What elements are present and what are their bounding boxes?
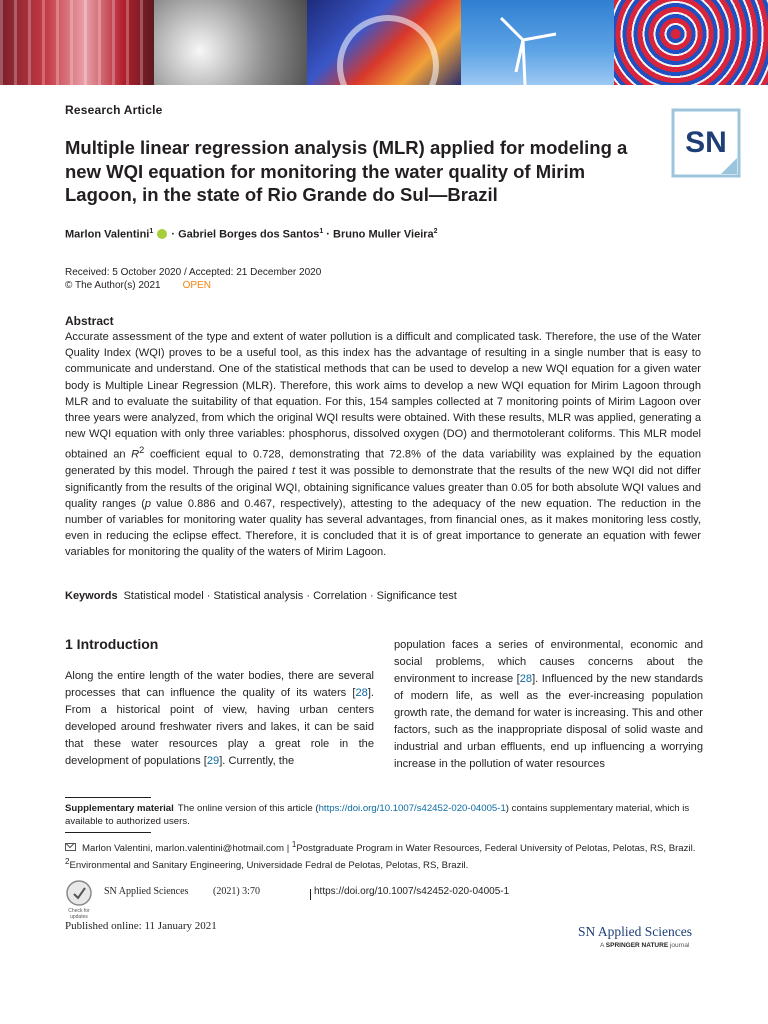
author-separator: · — [323, 228, 333, 241]
publisher-text: journal — [668, 942, 690, 949]
abstract-math: t — [292, 465, 296, 478]
footnote-text: Marlon Valentini, marlon.valentini@hotmail.com | — [82, 843, 292, 855]
banner-image-2 — [154, 0, 308, 85]
body-text: population faces a series of environmental, economic and social problems, which causes concerns about the environment to increase [ — [394, 639, 703, 685]
banner-image-3 — [307, 0, 461, 85]
abstract-math: p — [144, 497, 152, 510]
author-separator: · — [168, 228, 179, 241]
footnote-text: Environmental and Sanitary Engineering, Universidade Fedral de Pelotas, Pelotas, RS, Brazil. — [69, 860, 469, 872]
publisher-text: A — [600, 942, 606, 949]
section-heading: 1 Introduction — [65, 636, 159, 652]
footnote-text: Postgraduate Program in Water Resources, Federal University of Pelotas, Pelotas, RS, Brazil. — [296, 843, 696, 855]
supplementary-label: Supplementary material — [65, 803, 174, 814]
affiliation-mark: 2 — [65, 857, 70, 867]
footnote-text: The online version of this article ( — [177, 803, 319, 814]
affiliation-mark: 2 — [433, 228, 438, 235]
copyright: © The Author(s) 2021 — [65, 280, 161, 291]
article-type: Research Article — [65, 103, 163, 117]
body-text: ]. Currently, the — [219, 755, 295, 767]
keywords-text: Statistical model · Statistical analysis · Correlation · Significance test — [123, 590, 457, 602]
doi-link[interactable]: https://doi.org/10.1007/s42452-020-04005-1 — [314, 886, 510, 897]
banner-image-4 — [461, 0, 615, 85]
article-dates — [65, 266, 321, 292]
received-accepted: Received: 5 October 2020 / Accepted: 21 December 2020 — [65, 267, 322, 278]
footnote-text: ) contains supplementary material, which is available to authorized users. — [65, 803, 690, 827]
affiliation-mark: 1 — [319, 228, 324, 235]
supplementary-note — [65, 802, 705, 828]
citation-link[interactable]: 28 — [355, 687, 368, 699]
body-text: ]. From a historical point of view, having urban centers developed around freshwater rivers and lakes, it can be said that these water resources play a great role in the development of populations [ — [65, 687, 374, 767]
citation-link[interactable]: 28 — [519, 673, 533, 685]
keywords — [65, 590, 457, 602]
body-column-left — [65, 668, 374, 770]
sn-logo-text: SN — [685, 126, 727, 159]
publisher-name: NATURE — [639, 942, 669, 949]
header-banner — [0, 0, 768, 85]
author-list — [65, 228, 438, 241]
affiliation-mark: 1 — [291, 840, 297, 849]
check-for-updates-label[interactable]: Check for updates — [68, 908, 90, 920]
published-date: Published online: 11 January 2021 — [65, 920, 217, 932]
author-name[interactable]: Marlon Valentini — [65, 228, 150, 241]
banner-image-5 — [614, 0, 768, 85]
doi-divider — [310, 889, 311, 900]
abstract-math: R — [131, 449, 140, 462]
abstract-text: test it was possible to demonstrate that the results of the new WQI did not differ significantly from the results of the original WQI, obtaining significance values greater than 0.05 for both absolute WQI values and quality ranges ( — [65, 465, 701, 510]
journal-brand: SN Applied Sciences — [578, 924, 692, 939]
publisher-name: SPRINGER — [605, 942, 640, 949]
author-name[interactable]: Gabriel Borges dos Santos — [178, 228, 320, 241]
sn-logo — [671, 108, 741, 178]
abstract-heading: Abstract — [65, 314, 114, 328]
doi-link[interactable]: https://doi.org/10.1007/s42452-020-04005-1 — [318, 803, 506, 814]
footnote-divider — [65, 797, 151, 798]
abstract-math-sup: 2 — [139, 445, 145, 456]
banner-image-1 — [0, 0, 154, 85]
abstract-text: coefficient equal to 0.728, demonstrating that 72.8% of the data variability was explained by the equation generated by this model. Through the paired — [65, 449, 701, 478]
affiliation-mark: 1 — [149, 228, 154, 235]
abstract-body — [65, 329, 701, 561]
correspondence-note — [65, 838, 725, 872]
body-text: Along the entire length of the water bodies, there are several processes that can influence the quality of its waters [ — [65, 670, 374, 699]
body-column-right — [394, 637, 703, 773]
keywords-label: Keywords — [65, 590, 118, 602]
footnote-divider — [65, 832, 151, 833]
journal-name: SN Applied Sciences — [104, 886, 189, 897]
orcid-icon[interactable] — [157, 229, 167, 239]
envelope-icon — [65, 843, 76, 851]
citation-link[interactable]: 29 — [206, 755, 220, 767]
body-text: ]. Influenced by the new standards of modern life, as well as the ever-increasing population growth rate, the demand for water is increasing. This and other factors, such as the inappropriate disposal of solid waste and industrial and urban effluents, end up influencing a worrying increase in the pollution of water resources — [394, 673, 704, 770]
wind-turbine-icon — [461, 0, 615, 85]
abstract-text: value 0.886 and 0.467, respectively), attesting to the adequacy of the new equation. The reduction in the number of variables for monitoring water quality has several advantages, from financial ones, as it makes monitoring less costly, even in reducing the eclipse effect. Therefore, it is concluded that it is of great importance to generate an equation with fewer variables for monitoring the quality of the waters of Mirim Lagoon. — [65, 497, 701, 559]
check-for-updates-icon[interactable] — [65, 879, 93, 907]
publisher-brand — [600, 942, 689, 949]
abstract-text: Accurate assessment of the type and extent of water pollution is a difficult and complicated task. Therefore, the use of the Water Quality Index (WQI) proves to be a useful tool, as this index has the advantage of resulting in a single number that is easy to communicate and understand. One of the statistical methods that can be used to develop a new WQI equation for a given water body is Multiple Linear Regression (MLR). Therefore, this work aims to develop a new WQI equation for Mirim Lagoon through MLR and to evaluate the suitability of that equation. For this, 154 samples collected at 7 monitoring points of Mirim Lagoon over three years were analyzed, from which the original WQI results were obtained. With these results, MLR was applied, generating a new WQI equation with only three variables: phosphorus, dissolved oxygen (DO) and thermotolerant coliforms. This MLR model obtained an — [65, 331, 701, 462]
journal-volume: (2021) 3:70 — [213, 886, 260, 897]
article-title: Multiple linear regression analysis (MLR) applied for modeling a new WQI equation for monitoring the water quality of Mirim Lagoon, in the state of Rio Grande do Sul—Brazil — [65, 137, 628, 205]
open-access-badge: OPEN — [182, 280, 211, 291]
author-name[interactable]: Bruno Muller Vieira — [333, 228, 434, 241]
